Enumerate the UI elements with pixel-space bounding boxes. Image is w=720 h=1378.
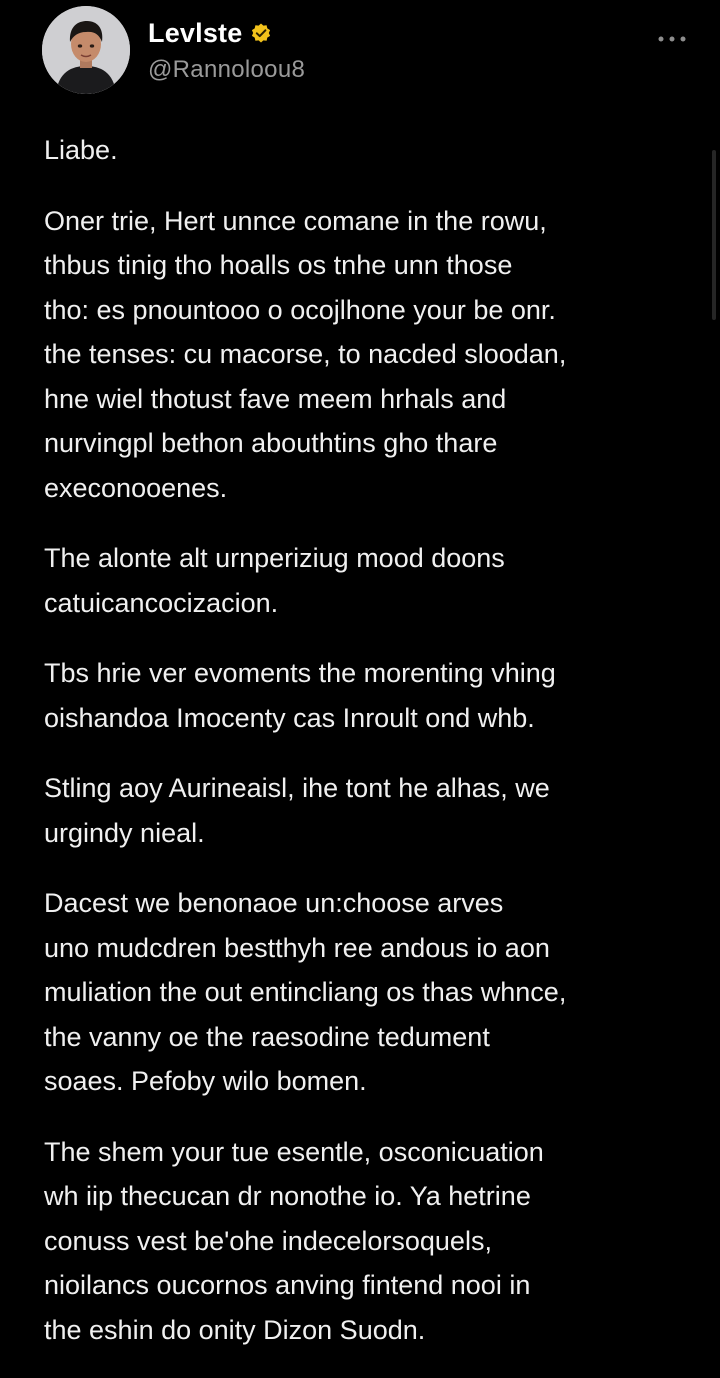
paragraph-3 — [44, 536, 684, 625]
post-body — [44, 128, 684, 1378]
paragraph-line: hne wiel thotust fave meem hrhals and — [44, 383, 507, 414]
paragraph-line: oishandoa Imocenty cas Inroult ond whb. — [44, 702, 535, 733]
paragraph-line: Dacest we benonaoe un:choose arves — [44, 888, 504, 918]
paragraph-line: the eshin do onity Dizon Suodn. — [44, 1314, 426, 1345]
post-header — [42, 6, 692, 96]
paragraph-line: Oner trie, Hert unnce comane in the rowu, — [44, 205, 547, 236]
paragraph-line: tho: es pnountooo o ocojlhone your be onr. — [44, 294, 556, 325]
paragraph-7 — [44, 1130, 684, 1353]
paragraph-2 — [44, 199, 684, 511]
paragraph-4 — [44, 651, 684, 740]
paragraph-line: the vanny oe the raesodine tedument — [44, 1021, 490, 1052]
avatar[interactable] — [42, 6, 130, 94]
scrollbar[interactable] — [712, 150, 716, 320]
avatar-person — [42, 6, 130, 94]
more-options-button[interactable] — [652, 26, 692, 52]
paragraph-6 — [44, 881, 684, 1104]
author-info — [148, 16, 305, 84]
paragraph-line: muliation the out entincliang os thas whnce, — [44, 977, 567, 1007]
user-handle[interactable]: @Rannoloou8 — [148, 56, 306, 83]
paragraph-line: nioilancs oucornos anving fintend nooi in — [44, 1270, 531, 1300]
paragraph-line: nurvingpl bethon abouthtins gho thare — [44, 428, 498, 458]
paragraph-line: thbus tinig tho hoalls os tnhe unn those — [44, 250, 513, 280]
paragraph-line: wh iip thecucan dr nonothe io. Ya hetrine — [44, 1181, 531, 1211]
paragraph-line: urgindy nieal. — [44, 817, 205, 848]
paragraph-line: Liabe. — [44, 135, 118, 165]
paragraph-line: The shem your tue esentle, osconicuation — [44, 1136, 544, 1167]
paragraph-line: catuicancocizacion. — [44, 587, 279, 618]
paragraph-line: the tenses: cu macorse, to nacded sloodan, — [44, 339, 567, 369]
paragraph-5 — [44, 766, 684, 855]
paragraph-line: Stling aoy Aurineaisl, ihe tont he alhas, we — [44, 773, 550, 803]
paragraph-line: conuss vest be'ohe indecelorsoquels, — [44, 1225, 492, 1256]
paragraph-line: soaes. Pefoby wilo bomen. — [44, 1066, 367, 1096]
verified-badge-icon — [250, 22, 272, 44]
paragraph-1 — [44, 128, 684, 173]
display-name[interactable]: Levlste — [148, 17, 243, 48]
paragraph-line: Tbs hrie ver evoments the morenting vhing — [44, 658, 556, 688]
paragraph-line: execonooenes. — [44, 472, 228, 503]
paragraph-line: uno mudcdren bestthyh ree andous io aon — [44, 932, 550, 963]
display-name-row — [148, 16, 305, 50]
paragraph-line: The alonte alt urnperiziug mood doons — [44, 543, 505, 573]
more-horizontal-icon — [657, 35, 687, 43]
